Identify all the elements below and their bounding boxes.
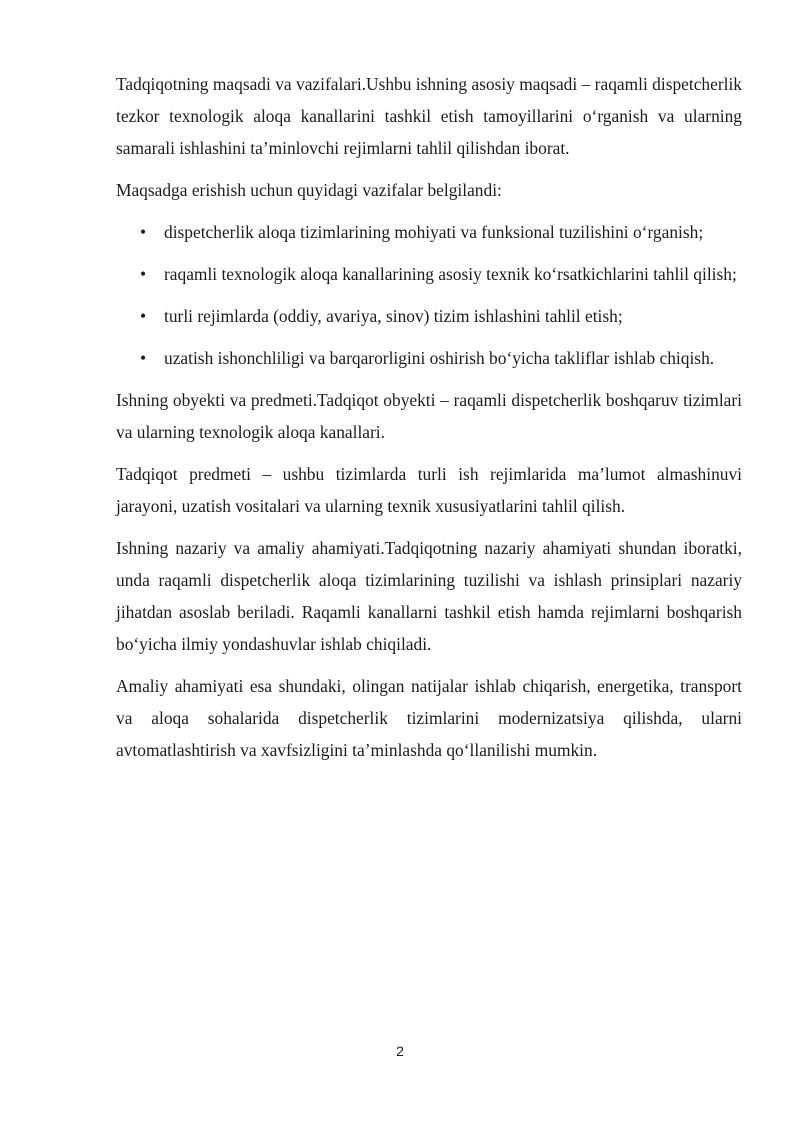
list-item-text: raqamli texnologik aloqa kanallarining asosiy texnik ko‘rsatkichlarini tahlil qilish; <box>164 264 737 284</box>
page-number: 2 <box>396 1043 404 1059</box>
paragraph-object-subject: Ishning obyekti va predmeti.Tadqiqot obyekti – raqamli dispetcherlik boshqaruv tizimlari va ularning texnologik aloqa kanallari. <box>116 390 742 442</box>
list-item <box>116 216 742 248</box>
bullet-icon: • <box>140 264 147 284</box>
list-item <box>116 300 742 332</box>
paragraph-research-subject: Tadqiqot predmeti – ushbu tizimlarda turli ish rejimlarida ma’lumot almashinuvi jarayoni, uzatish vositalari va ularning texnik xususiyatlarini tahlil qilish. <box>116 464 742 516</box>
task-list <box>116 216 742 374</box>
list-item-text: uzatish ishonchliligi va barqarorligini oshirish bo‘yicha takliflar ishlab chiqish. <box>164 348 715 368</box>
bullet-icon: • <box>140 348 147 368</box>
paragraph-tasks-intro: Maqsadga erishish uchun quyidagi vazifalar belgilandi: <box>116 180 502 200</box>
bullet-icon: • <box>140 222 147 242</box>
list-item <box>116 342 742 374</box>
list-item-text: dispetcherlik aloqa tizimlarining mohiyati va funksional tuzilishini o‘rganish; <box>164 222 704 242</box>
list-item-text: turli rejimlarda (oddiy, avariya, sinov) tizim ishlashini tahlil etish; <box>164 306 623 326</box>
page-body <box>116 68 742 776</box>
list-item <box>116 258 742 290</box>
paragraph-theoretical-significance: Ishning nazariy va amaliy ahamiyati.Tadqiqotning nazariy ahamiyati shundan iboratki, unda raqamli dispetcherlik aloqa tizimlarining tuzilishi va ishlash prinsiplari nazariy jihatdan asoslab beriladi. Raqamli kanallarni tashkil etish hamda rejimlarni boshqarish bo‘yicha ilmiy yondashuvlar ishlab chiqiladi. <box>116 538 742 654</box>
paragraph-goals: Tadqiqotning maqsadi va vazifalari.Ushbu ishning asosiy maqsadi – raqamli dispetcherlik tezkor texnologik aloqa kanallarini tashkil etish tamoyillarini o‘rganish va ularning samarali ishlashini ta’minlovchi rejimlarni tahlil qilishdan iborat. <box>116 74 742 158</box>
paragraph-practical-significance: Amaliy ahamiyati esa shundaki, olingan natijalar ishlab chiqarish, energetika, transport va aloqa sohalarida dispetcherlik tizimlarini modernizatsiya qilishda, ularni avtomatlashtirish va xavfsizligini ta’minlashda qo‘llanilishi mumkin. <box>116 676 742 760</box>
bullet-icon: • <box>140 306 147 326</box>
